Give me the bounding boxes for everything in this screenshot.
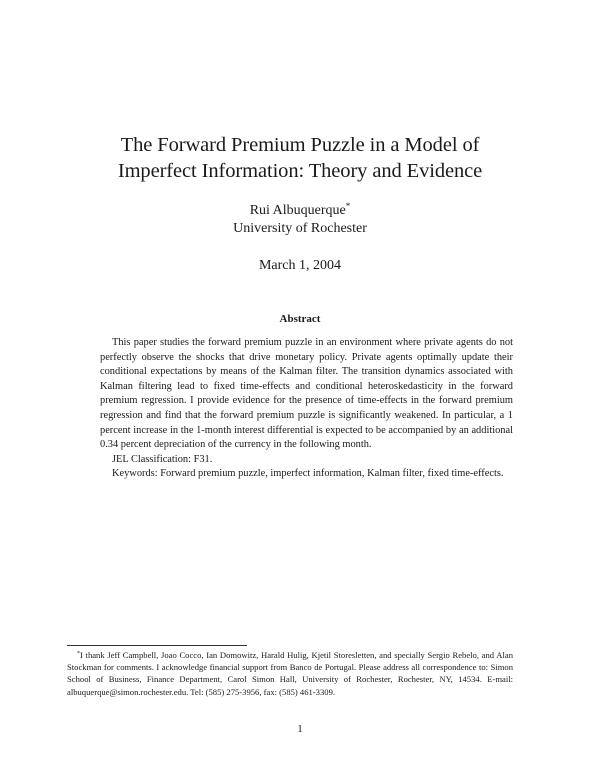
page-number: 1: [297, 723, 303, 735]
abstract-paragraph: This paper studies the forward premium puzzle in an environment where private agents do not perfectly observe the shocks that drive monetary policy. Private agents optimally update their conditional expectations by means of the Kalman filter. The transition dynamics associated with Kalman filtering lead to fixed time-effects and conditional heteroskedasticity in the forward premium regression. I provide evidence for the presence of time-effects in the forward premium regression and find that the forward premium puzzle is significantly weakened. In particular, a 1 percent increase in the 1-month interest differential is expected to be accompanied by an additional 0.34 percent depreciation of the currency in the following month.: [100, 337, 513, 451]
author-block: [60, 202, 540, 238]
footnote: [67, 649, 513, 698]
paper-title: [60, 132, 540, 184]
paper-date: March 1, 2004: [258, 258, 342, 273]
title-line-1: The Forward Premium Puzzle in a Model of: [120, 134, 480, 156]
author-name-line: [60, 202, 540, 220]
author-footnote-marker: *: [345, 201, 351, 211]
abstract-body: [100, 336, 513, 482]
footnote-marker: *: [77, 651, 80, 657]
keywords: Keywords: Forward premium puzzle, imperfect information, Kalman filter, fixed time-effects.: [112, 468, 504, 480]
title-line-2: Imperfect Information: Theory and Evidence: [117, 160, 483, 182]
jel-classification: JEL Classification: F31.: [112, 453, 213, 465]
footnote-text-block: [67, 649, 513, 698]
footnote-divider: [67, 645, 247, 646]
footnote-text: I thank Jeff Campbell, Joao Cocco, Ian Domowitz, Harald Hulig, Kjetil Storesletten, and specially Sergio Rebelo, and Alan Stockman for comments. I acknowledge financial support from Banco de Portugal. Please address all correspondence to: Simon School of Business, Finance Department, Carol Simon Hall, University of Rochester, Rochester, NY, 14534. E-mail: albuquerque@simon.rochester.edu. Tel: (585) 275-3956, fax: (585) 461-3309.: [67, 650, 513, 697]
author-name: Rui Albuquerque: [249, 203, 346, 218]
author-affiliation: University of Rochester: [233, 221, 367, 236]
abstract-heading: Abstract: [279, 313, 321, 325]
